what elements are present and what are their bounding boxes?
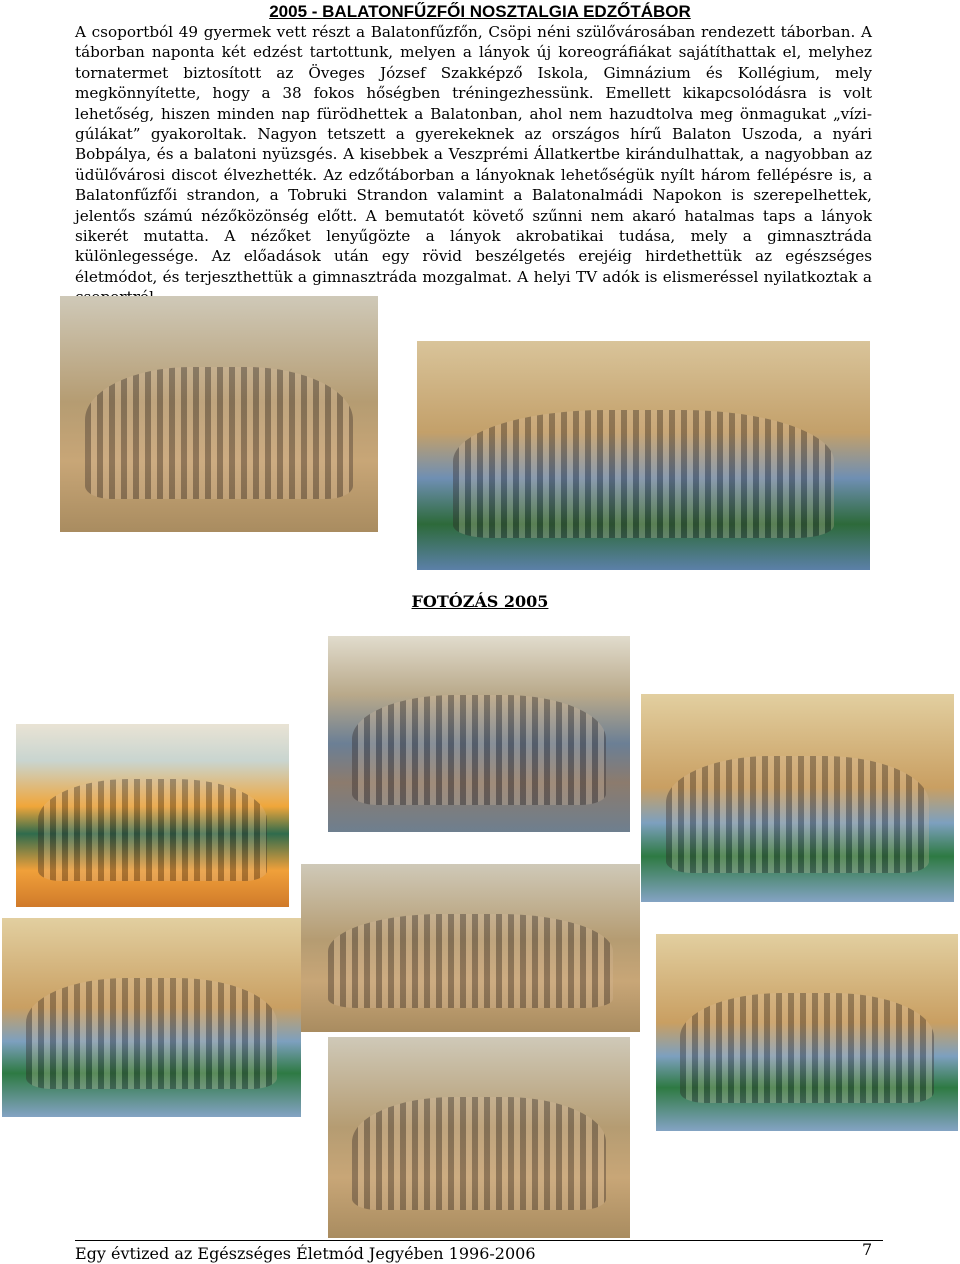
crowd-shape [666, 756, 929, 873]
crowd-shape [38, 779, 267, 882]
crowd-shape [453, 410, 834, 538]
footer-text: Egy évtized az Egészséges Életmód Jegyében 1996-2006 [75, 1244, 536, 1263]
page-number: 7 [862, 1240, 873, 1259]
photo-yellow-leotards [641, 694, 954, 902]
article-body [75, 22, 872, 308]
camp-group-photo-left [60, 296, 378, 532]
article-paragraph: A csoportból 49 gyermek vett részt a Balatonfűzfőn, Csöpi néni szülővárosában rendezett táborban. A táborban naponta két edzést tartottunk, melyen a lányok új koreográfiákat sajátíthattak el, melyhez tornatermet biztosított az Öveges József Szakképző Iskola, Gimnázium és Kollégium, mely megkönnyítette, hogy a 38 fokos hőségben tréningezhessünk. Emellett kikapcsolódásra is volt lehetőség, hiszen minden nap fürödhettek a Balatonban, ahol nem hazudtolva meg önmagukat „vízi-gúlákat” gyakoroltak. Nagyon tetszett a gyerekeknek az országos hírű Balaton Uszoda, a nyári Bobpálya, és a balatoni nyüzsgés. A kisebbek a Veszprémi Állatkertbe kirándulhattak, a nagyobban az üdülővárosi discot élvezhették. Az edzőtáborban a lányoknak lehetőségük nyílt három fellépésre is, a Balatonfűzfői strandon, a Tobruki Strandon valamint a Balatonalmádi Napokon is szerepelhettek, jelentős számú nézőközönség előtt. A bemutatót követő szűnni nem akaró hatalmas taps a lányok sikerét mutatta. A nézőket lenyűgözte a lányok akrobatikai tudása, mely a gimnasztráda különlegessége. Az előadások után egy rövid beszélgetés erejéig hirdethettük az egészséges életmódot, és terjeszthettük a gimnasztráda mozgalmat. A helyi TV adók is elismeréssel nyilatkoztak a [75, 23, 872, 286]
crowd-shape [352, 695, 606, 805]
photo-burgundy-formation [301, 864, 640, 1032]
crowd-shape [328, 914, 613, 1008]
photo-red-black-pose [2, 918, 301, 1117]
crowd-shape [680, 993, 934, 1103]
photo-performance-audience [328, 1037, 630, 1238]
photo-dark-tracksuit-pyramid [328, 636, 630, 832]
footer-rule [75, 1240, 883, 1241]
crowd-shape [352, 1097, 606, 1210]
photo-white-black-line [656, 934, 958, 1131]
photo-section-caption: FOTÓZÁS 2005 [411, 592, 549, 611]
photo-green-tracksuits-bleachers [16, 724, 289, 907]
camp-group-photo-right [417, 341, 870, 570]
crowd-shape [85, 367, 352, 499]
page-heading: 2005 - BALATONFŰZFŐI NOSZTALGIA EDZŐTÁBOR [269, 2, 691, 21]
crowd-shape [26, 978, 277, 1089]
